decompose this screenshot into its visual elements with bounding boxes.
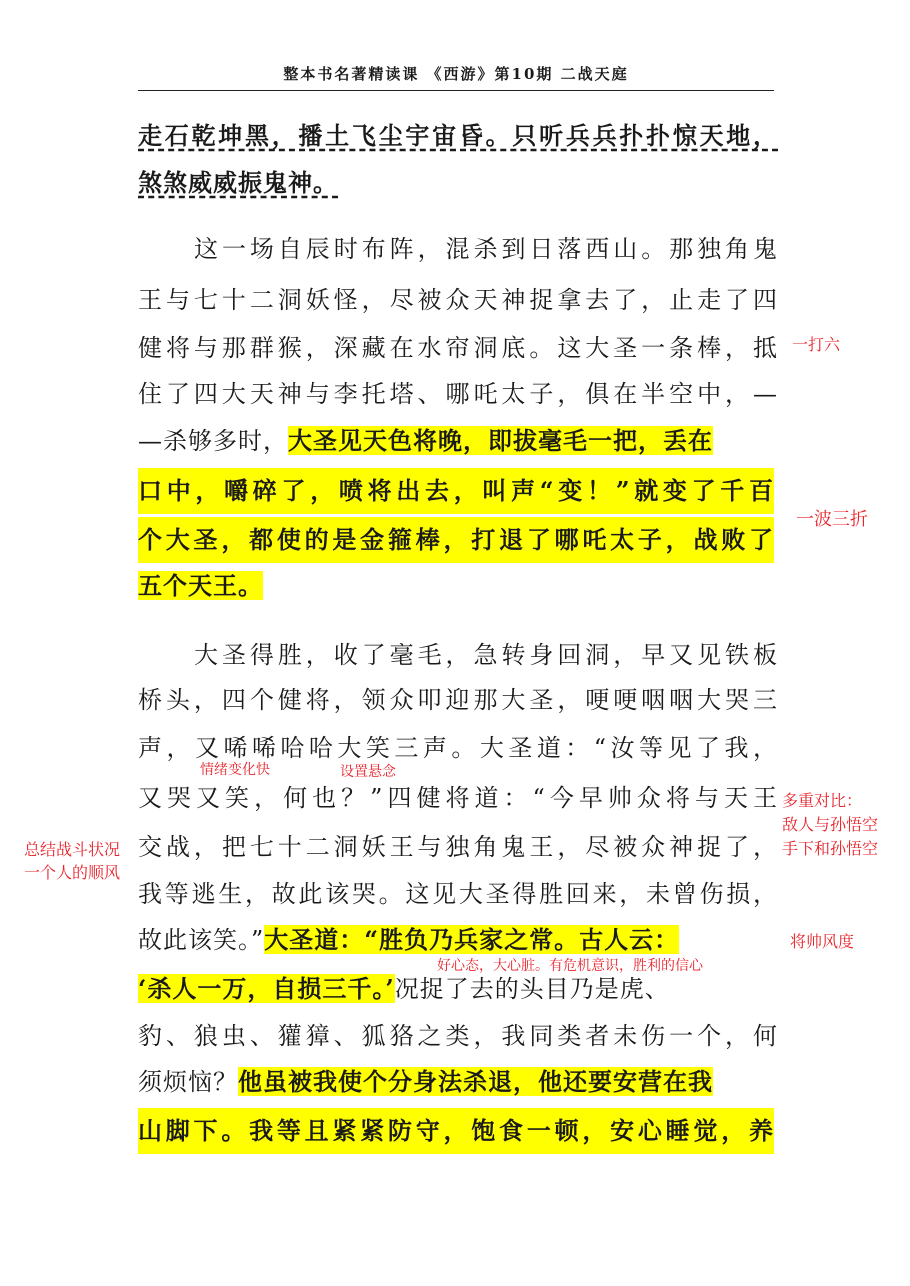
text-line: 我等逃生，故此该哭。这见大圣得胜回来，未曾伤损， xyxy=(138,880,778,908)
text-line: 健将与那群猴，深藏在水帘洞底。这大圣一条棒，抵 xyxy=(138,334,778,362)
annotation-suspense: 设置悬念 xyxy=(340,764,396,780)
annotation-contrast-line: 敌人与孙悟空 xyxy=(782,815,879,834)
text-line: 住了四大天神与李托塔、哪吒太子，俱在半空中，— xyxy=(138,380,778,408)
highlighted-line: 个大圣，都使的是金箍棒，打退了哪吒太子，战败了 xyxy=(138,517,774,563)
plain-text: —杀够多时， xyxy=(138,427,288,455)
text-line: 豹、狼虫、獾獐、狐狢之类，我同类者未伤一个，何 xyxy=(138,1022,778,1050)
annotation-mindset: 好心态，大心脏。有危机意识，胜利的信心 xyxy=(437,958,703,974)
annotation-yi-bo-san-zhe: 一波三折 xyxy=(796,509,868,530)
text-line xyxy=(138,113,778,159)
highlighted-text: 大圣道：“胜负乃兵家之常。古人云： xyxy=(264,925,680,954)
text-line: 大圣得胜，收了毫毛，急转身回洞，早又见铁板 xyxy=(194,641,778,669)
text-line xyxy=(138,563,778,609)
plain-text: 须烦恼？ xyxy=(138,1068,238,1096)
annotation-contrast-line: 手下和孙悟空 xyxy=(782,839,879,858)
plain-text: 况捉了去的头目乃是虎、 xyxy=(394,975,670,1003)
text-line: 声，又唏唏哈哈大笑三声。大圣道：“汝等见了我， xyxy=(138,734,778,762)
text-line: 王与七十二洞妖怪，尽被众天神捉拿去了，止走了四 xyxy=(138,286,778,314)
highlighted-line: 山脚下。我等且紧紧防守，饱食一顿，安心睡觉，养 xyxy=(138,1108,774,1154)
text-line xyxy=(138,418,778,464)
annotation-summary: 总结战斗状况 xyxy=(24,840,121,859)
underlined-text: 走石乾坤黑，播土飞尘宇宙昏。只听兵兵扑扑惊天地， xyxy=(138,121,778,150)
highlighted-text: 五个天王。 xyxy=(138,571,263,600)
header-divider xyxy=(138,90,774,91)
text-line: 交战，把七十二洞妖王与独角鬼王，尽被众神捉了， xyxy=(138,833,778,861)
text-line: 又哭又笑，何也？”四健将道：“今早帅众将与天王 xyxy=(138,784,778,812)
text-line: 桥头，四个健将，领众叩迎那大圣，哽哽咽咽大哭三 xyxy=(138,686,778,714)
annotation-general-demeanor: 将帅风度 xyxy=(790,932,855,951)
annotation-emotion-change: 情绪变化快 xyxy=(200,762,270,778)
highlighted-text: ‘杀人一万，自损三千。’ xyxy=(138,974,395,1003)
page-header: 整本书名著精读课 《西游》第10期 二战天庭 xyxy=(283,65,629,83)
highlighted-text: 他虽被我使个分身法杀退，他还要安营在我 xyxy=(238,1067,713,1096)
annotation-yi-da-liu: 一打六 xyxy=(792,335,841,354)
annotation-summary: 一个人的顺风 xyxy=(24,863,121,882)
text-line xyxy=(138,160,778,206)
highlighted-text: 大圣见天色将晚，即拔毫毛一把，丢在 xyxy=(288,426,713,455)
annotation-contrast-title: 多重对比： xyxy=(782,791,863,810)
text-line: 这一场自辰时布阵，混杀到日落西山。那独角鬼 xyxy=(194,235,778,263)
text-line xyxy=(138,1059,778,1105)
underlined-text: 煞煞威威振鬼神。 xyxy=(138,168,338,197)
plain-text: 故此该笑。” xyxy=(138,926,265,954)
highlighted-line: 口中，嚼碎了，喷将出去，叫声“变！”就变了千百 xyxy=(138,468,774,514)
